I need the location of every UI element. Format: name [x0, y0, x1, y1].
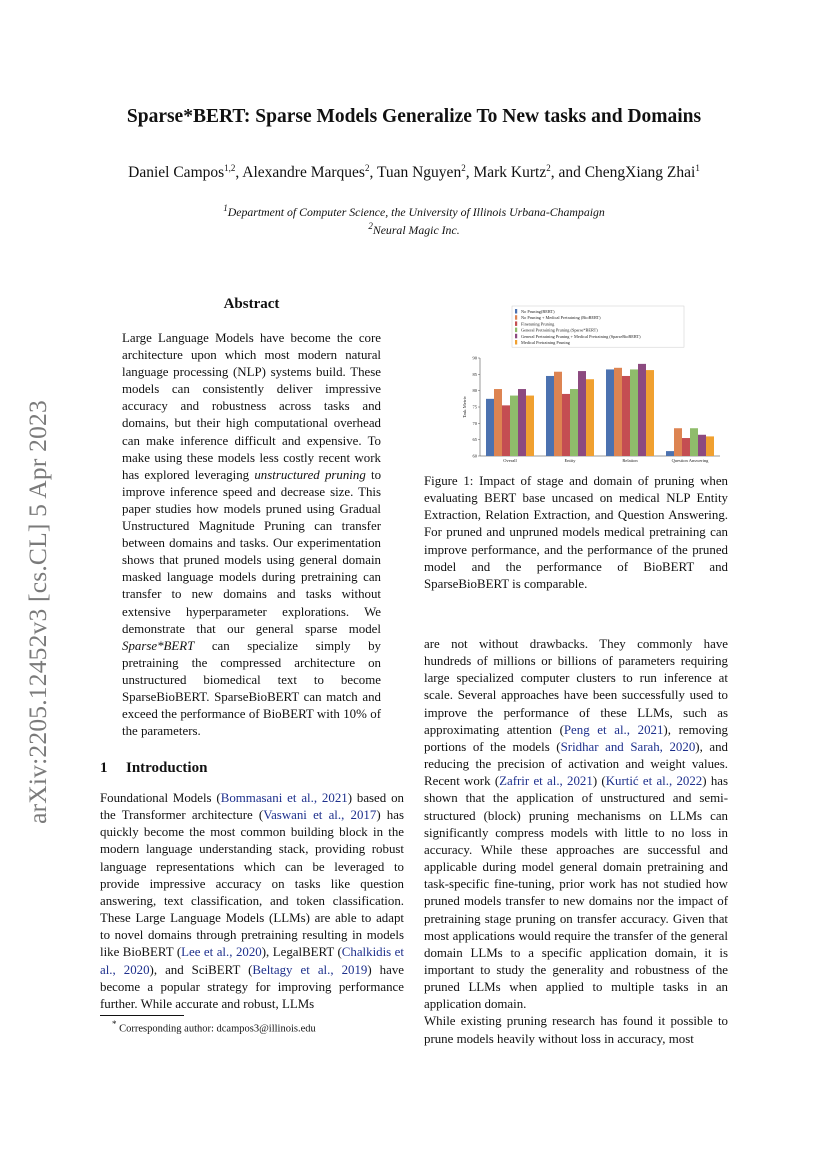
- arxiv-identifier: arXiv:2205.12452v3 [cs.CL] 5 Apr 2023: [23, 400, 52, 824]
- abstract-text: Large Language Models have become the core architecture upon which most modern natural language processing (NLP) systems build. These models can consistently deliver impressive accuracy and robustness across tasks and domains, but their high computational overhead can make inference difficult and expensive. To make using these models less costly recent work has explored leveraging: [122, 331, 381, 482]
- abstract-emphasis: Sparse*BERT: [122, 638, 195, 653]
- citation-link[interactable]: Bommasani et al., 2021: [220, 791, 348, 805]
- body-text: ) (: [592, 774, 606, 789]
- chart-bar: [646, 370, 654, 456]
- affiliation-2: [0, 221, 828, 238]
- citation-link[interactable]: Lee et al., 2020: [181, 945, 262, 960]
- body-text: ) based on the Transformer architecture (: [100, 791, 404, 823]
- legend-swatch: [515, 340, 517, 345]
- footnote-rule: [100, 1015, 184, 1016]
- footnote: [112, 1019, 316, 1035]
- author-affiliation-mark: 1: [695, 163, 700, 173]
- author-list: [0, 163, 828, 182]
- y-tick-label: 60: [472, 453, 477, 459]
- x-tick-label: Question Answering: [671, 458, 709, 463]
- chart-legend: [512, 306, 684, 347]
- legend-swatch: [515, 309, 517, 314]
- body-text: are not without drawbacks. They commonly have hundreds of millions or billions of parameters requiring large specialized computer clusters to run inference at scale. Several approaches have been successfully used to improve the performance of these LLMs, such as approximating attention (: [424, 637, 728, 737]
- author-name: , and ChengXiang Zhai: [550, 164, 696, 182]
- intro-paragraph-right: [424, 636, 728, 1048]
- figure-1-bar-chart: [424, 300, 728, 475]
- author-affiliation-mark: 2: [461, 163, 466, 173]
- affiliation-text: Neural Magic Inc.: [372, 222, 460, 237]
- chart-bar: [614, 368, 622, 456]
- author-affiliation-mark: 2: [364, 163, 370, 173]
- section-title: Introduction: [126, 760, 208, 776]
- chart-bar: [690, 428, 698, 456]
- abstract-emphasis: unstructured pruning: [254, 467, 366, 482]
- chart-bar: [494, 389, 502, 456]
- y-tick-label: 65: [472, 437, 477, 443]
- chart-bar: [570, 389, 578, 456]
- y-tick-label: 90: [472, 355, 477, 361]
- body-text: ) has shown that the application of unstructured and semi-structured (block) pruning mechanisms on LLMs can significantly compress models with little to no loss in accuracy. While these approaches are successful and applicable during model general domain pretraining and task-specific fine-tuning, prior work has not studied how pruned models transfer to new domains nor the impact of pretraining stage pruning on transfer accuracy. Given that most applications would require the transfer of the general domain LLMs to a specific application domain, it is important to study the generality and robustness of the pruned LLMs when applied to multiple tasks in an application domain.: [424, 774, 729, 1012]
- citation-link[interactable]: Beltagy et al., 2019: [252, 962, 368, 977]
- legend-swatch: [515, 321, 517, 326]
- chart-bar: [554, 372, 562, 456]
- y-tick-label: 85: [472, 371, 477, 377]
- paper-title: Sparse*BERT: Sparse Models Generalize To New tasks and Domains: [126, 106, 702, 127]
- legend-label: Medical Pretraining Pruning: [521, 340, 570, 345]
- legend-swatch: [515, 328, 517, 333]
- x-tick-label: Entity: [564, 458, 576, 463]
- body-text: ), removing portions of the models (: [424, 722, 728, 754]
- chart-bar: [510, 396, 518, 456]
- chart-bar: [674, 428, 682, 456]
- chart-bar: [562, 394, 570, 456]
- y-tick-label: 70: [472, 420, 477, 426]
- chart-bar: [502, 405, 510, 456]
- x-tick-label: Relation: [622, 458, 638, 463]
- y-tick-label: 80: [472, 388, 477, 394]
- affiliation-mark: 2: [368, 221, 373, 231]
- footnote-mark: *: [112, 1019, 117, 1029]
- citation-link[interactable]: Chalkidis et al., 2020: [100, 945, 404, 977]
- chart-bar: [630, 369, 638, 456]
- affiliation-mark: 1: [223, 203, 228, 213]
- chart-bar: [622, 376, 630, 456]
- chart-bar: [518, 389, 526, 456]
- chart-bar: [578, 371, 586, 456]
- author-affiliation-mark: 2: [546, 163, 551, 173]
- body-text: ), and SciBERT (: [149, 962, 253, 977]
- legend-swatch: [515, 334, 517, 339]
- chart-bar: [486, 399, 494, 456]
- author-name: , Tuan Nguyen: [369, 164, 462, 182]
- citation-link[interactable]: Vaswani et al., 2017: [263, 808, 377, 823]
- chart-bar: [638, 364, 646, 456]
- chart-bar: [586, 379, 594, 456]
- abstract-text: to improve inference speed and decrease size. This paper studies how models pruned using Gradual Unstructured Magnitude Pruning can transfer between domains and tasks. Our experimentation shows that pruned models using general domain masked language models during pretraining can transfer to new domains and tasks without extensive hyperparameter explorations. We demonstrate that our general sparse model: [122, 467, 382, 636]
- x-tick-label: Overall: [503, 458, 517, 463]
- chart-bar: [546, 376, 554, 456]
- citation-link[interactable]: Kurtić et al., 2022: [605, 774, 703, 789]
- chart-bar: [526, 396, 534, 456]
- author-name: , Mark Kurtz: [465, 164, 547, 182]
- chart-bar: [606, 369, 614, 456]
- legend-label: General Pretraining Pruning + Medical Pretraining (SparseBioBERT): [521, 333, 641, 339]
- chart-bar: [682, 438, 690, 456]
- legend-swatch: [515, 315, 517, 320]
- body-text: ), and reducing the precision of activation and weight values. Recent work (: [424, 739, 728, 789]
- author-name: , Alexandre Marques: [235, 164, 365, 182]
- abstract-text: can specialize simply by pretraining the compressed architecture on unstructured biomedical text to become SparseBioBERT. SparseBioBERT can match and exceed the performance of BioBERT with 10% of the parameters.: [122, 638, 381, 739]
- legend-label: No Pruning + Medical Pretraining (BioBERT): [521, 315, 601, 321]
- chart-bar: [666, 451, 674, 456]
- body-text: ) have become a popular strategy for improving performance further. While accurate and robust, LLMs: [100, 962, 404, 1011]
- affiliation-1: [0, 203, 828, 220]
- citation-link[interactable]: Sridhar and Sarah, 2020: [560, 739, 696, 754]
- y-axis-label: Task Metric: [462, 395, 467, 419]
- legend-label: Finetuning Pruning: [521, 321, 555, 327]
- figure-caption: Figure 1: Impact of stage and domain of pruning when evaluating BERT base uncased on medical NLP Entity Extraction, Relation Extraction, and Question Answering. For pruned and unpruned models medical pretraining can improve performance, and the performance of the pruned model and the performance of BioBERT and SparseBioBERT is comparable.: [424, 474, 728, 591]
- citation-link[interactable]: Peng et al., 2021: [563, 722, 664, 737]
- abstract-heading: Abstract: [223, 296, 280, 312]
- body-text: ), LegalBERT (: [261, 945, 342, 960]
- abstract-body: [122, 330, 381, 740]
- intro-paragraph-left: [100, 790, 404, 1013]
- section-heading-introduction: [100, 760, 207, 777]
- author-affiliation-mark: 1,2: [224, 163, 236, 173]
- footnote-text: Corresponding author: dcampos3@illinois.edu: [119, 1023, 316, 1035]
- section-number: 1: [100, 760, 108, 776]
- legend-label: General Pretraining Pruning (Sparse*BERT): [521, 327, 598, 333]
- body-text: While existing pruning research has found it possible to prune models heavily without loss in accuracy, most: [424, 1014, 728, 1046]
- chart-plot-area: [462, 356, 720, 464]
- legend-label: No Pruning(BERT): [521, 309, 555, 314]
- chart-bar: [706, 436, 714, 456]
- chart-bar: [698, 435, 706, 456]
- y-tick-label: 75: [472, 404, 477, 410]
- citation-link[interactable]: Zafrir et al., 2021: [499, 774, 593, 789]
- body-text: ) has quickly become the most common building block in the modern language understanding stack, providing robust language representations which can be leveraged to provide impressive accuracy on tasks like question answering, text classification, and token classification. These Large Language Models (LLMs) are able to adapt to novel domains through pretraining resulting in models like BioBERT (: [100, 808, 404, 960]
- affiliation-text: Department of Computer Science, the University of Illinois Urbana-Champaign: [227, 204, 605, 219]
- body-text: Foundational Models (: [100, 791, 221, 805]
- author-name: Daniel Campos: [128, 164, 225, 182]
